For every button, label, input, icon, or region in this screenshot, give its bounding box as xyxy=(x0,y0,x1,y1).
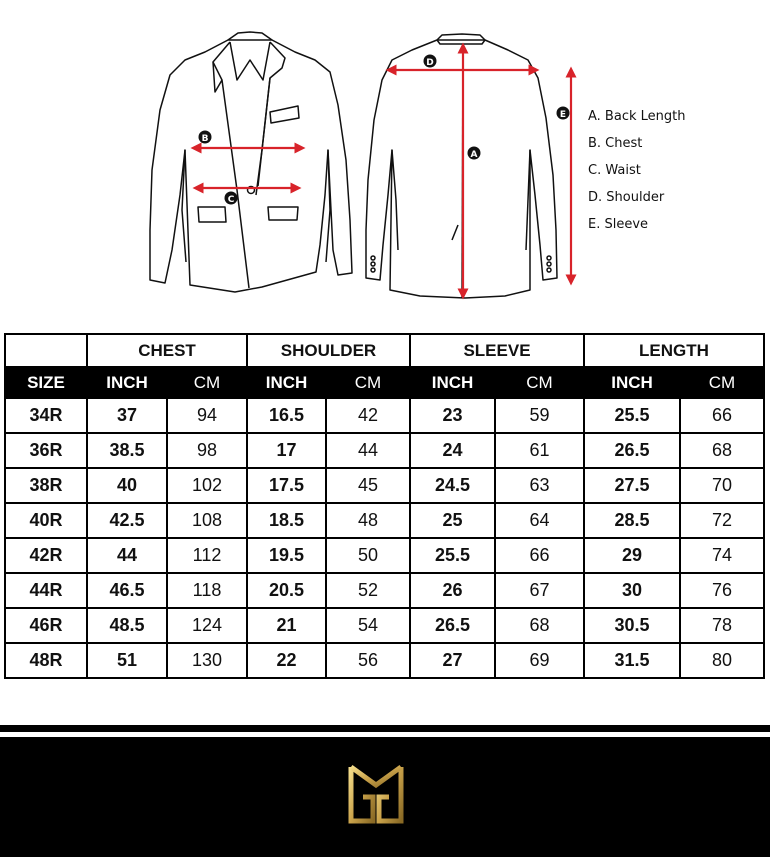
cell-chest-in: 44 xyxy=(87,538,167,573)
column-header-size: SIZE xyxy=(5,367,87,398)
table-row xyxy=(5,468,764,503)
cell-length-in: 30 xyxy=(584,573,680,608)
cell-shoulder-in: 17.5 xyxy=(247,468,326,503)
cell-length-cm: 74 xyxy=(680,538,764,573)
table-row xyxy=(5,573,764,608)
cell-length-in: 25.5 xyxy=(584,398,680,433)
measurement-legend xyxy=(588,108,685,243)
back-measure-lines xyxy=(391,48,571,294)
front-measure-lines xyxy=(196,148,300,188)
table-row xyxy=(5,608,764,643)
cell-size: 48R xyxy=(5,643,87,678)
table-row xyxy=(5,433,764,468)
cell-sleeve-cm: 68 xyxy=(495,608,584,643)
size-chart-table xyxy=(4,333,765,679)
column-header-sleeve-inch: INCH xyxy=(410,367,495,398)
legend-back-length: A. Back Length xyxy=(588,109,686,124)
legend-sleeve: E. Sleeve xyxy=(588,217,649,232)
cell-sleeve-in: 24 xyxy=(410,433,495,468)
cell-shoulder-cm: 50 xyxy=(326,538,410,573)
group-header-shoulder: SHOULDER xyxy=(247,334,410,367)
marker-a-icon xyxy=(468,147,481,161)
table-group-header-row xyxy=(5,334,764,367)
cell-length-cm: 70 xyxy=(680,468,764,503)
cell-sleeve-cm: 66 xyxy=(495,538,584,573)
table-corner-cell xyxy=(5,334,87,367)
cell-sleeve-cm: 64 xyxy=(495,503,584,538)
legend-chest: B. Chest xyxy=(588,136,643,151)
table-row xyxy=(5,503,764,538)
cell-length-in: 27.5 xyxy=(584,468,680,503)
legend-waist: C. Waist xyxy=(588,163,641,178)
cell-chest-in: 40 xyxy=(87,468,167,503)
table-unit-header-row xyxy=(5,367,764,398)
cell-size: 40R xyxy=(5,503,87,538)
jacket-measurement-diagram xyxy=(0,0,770,320)
cell-length-in: 29 xyxy=(584,538,680,573)
legend-shoulder: D. Shoulder xyxy=(588,190,665,205)
cell-chest-cm: 108 xyxy=(167,503,247,538)
cell-chest-in: 37 xyxy=(87,398,167,433)
cell-chest-in: 48.5 xyxy=(87,608,167,643)
cell-chest-cm: 102 xyxy=(167,468,247,503)
cell-length-cm: 78 xyxy=(680,608,764,643)
cell-sleeve-cm: 63 xyxy=(495,468,584,503)
group-header-chest: CHEST xyxy=(87,334,247,367)
cell-sleeve-in: 27 xyxy=(410,643,495,678)
cell-chest-cm: 118 xyxy=(167,573,247,608)
cell-size: 38R xyxy=(5,468,87,503)
cell-size: 34R xyxy=(5,398,87,433)
marker-d-icon xyxy=(424,55,437,69)
cell-length-in: 26.5 xyxy=(584,433,680,468)
column-header-length-inch: INCH xyxy=(584,367,680,398)
cell-sleeve-in: 26.5 xyxy=(410,608,495,643)
footer-divider xyxy=(0,725,770,732)
column-header-chest-inch: INCH xyxy=(87,367,167,398)
cell-shoulder-in: 17 xyxy=(247,433,326,468)
column-header-shoulder-cm: CM xyxy=(326,367,410,398)
cell-chest-in: 46.5 xyxy=(87,573,167,608)
back-jacket-drawing xyxy=(366,34,557,298)
cell-length-cm: 76 xyxy=(680,573,764,608)
svg-text:D: D xyxy=(426,58,434,68)
cell-shoulder-cm: 42 xyxy=(326,398,410,433)
cell-sleeve-cm: 61 xyxy=(495,433,584,468)
cell-chest-cm: 124 xyxy=(167,608,247,643)
svg-text:B: B xyxy=(201,134,209,144)
cell-shoulder-cm: 45 xyxy=(326,468,410,503)
table-row xyxy=(5,538,764,573)
cell-length-in: 30.5 xyxy=(584,608,680,643)
cell-sleeve-in: 25 xyxy=(410,503,495,538)
cell-shoulder-cm: 52 xyxy=(326,573,410,608)
cell-shoulder-in: 21 xyxy=(247,608,326,643)
marker-e-icon xyxy=(557,107,570,121)
cell-size: 46R xyxy=(5,608,87,643)
column-header-shoulder-inch: INCH xyxy=(247,367,326,398)
cell-sleeve-in: 25.5 xyxy=(410,538,495,573)
cell-shoulder-cm: 48 xyxy=(326,503,410,538)
cell-length-cm: 80 xyxy=(680,643,764,678)
cell-shoulder-cm: 56 xyxy=(326,643,410,678)
marker-c-icon xyxy=(225,192,238,206)
cell-size: 36R xyxy=(5,433,87,468)
svg-text:C: C xyxy=(227,195,235,205)
cell-shoulder-in: 22 xyxy=(247,643,326,678)
cell-chest-in: 38.5 xyxy=(87,433,167,468)
cell-sleeve-cm: 59 xyxy=(495,398,584,433)
svg-text:E: E xyxy=(559,110,567,120)
column-header-length-cm: CM xyxy=(680,367,764,398)
cell-chest-in: 42.5 xyxy=(87,503,167,538)
group-header-length: LENGTH xyxy=(584,334,764,367)
front-jacket-drawing xyxy=(150,32,352,292)
cell-chest-cm: 112 xyxy=(167,538,247,573)
cell-size: 44R xyxy=(5,573,87,608)
cell-shoulder-cm: 54 xyxy=(326,608,410,643)
column-header-sleeve-cm: CM xyxy=(495,367,584,398)
cell-length-cm: 68 xyxy=(680,433,764,468)
svg-text:A: A xyxy=(470,150,478,160)
cell-sleeve-in: 26 xyxy=(410,573,495,608)
cell-chest-cm: 94 xyxy=(167,398,247,433)
cell-sleeve-cm: 69 xyxy=(495,643,584,678)
cell-size: 42R xyxy=(5,538,87,573)
cell-shoulder-in: 20.5 xyxy=(247,573,326,608)
size-table-body xyxy=(5,398,764,678)
cell-shoulder-cm: 44 xyxy=(326,433,410,468)
cell-length-in: 31.5 xyxy=(584,643,680,678)
table-row xyxy=(5,643,764,678)
table-row xyxy=(5,398,764,433)
cell-shoulder-in: 19.5 xyxy=(247,538,326,573)
cell-shoulder-in: 18.5 xyxy=(247,503,326,538)
cell-length-in: 28.5 xyxy=(584,503,680,538)
cell-sleeve-in: 23 xyxy=(410,398,495,433)
column-header-chest-cm: CM xyxy=(167,367,247,398)
group-header-sleeve: SLEEVE xyxy=(410,334,584,367)
cell-shoulder-in: 16.5 xyxy=(247,398,326,433)
cell-chest-cm: 130 xyxy=(167,643,247,678)
marker-b-icon xyxy=(199,131,212,145)
cell-length-cm: 72 xyxy=(680,503,764,538)
gold-monogram-logo-icon xyxy=(347,763,405,825)
cell-length-cm: 66 xyxy=(680,398,764,433)
cell-sleeve-cm: 67 xyxy=(495,573,584,608)
cell-sleeve-in: 24.5 xyxy=(410,468,495,503)
cell-chest-cm: 98 xyxy=(167,433,247,468)
cell-chest-in: 51 xyxy=(87,643,167,678)
